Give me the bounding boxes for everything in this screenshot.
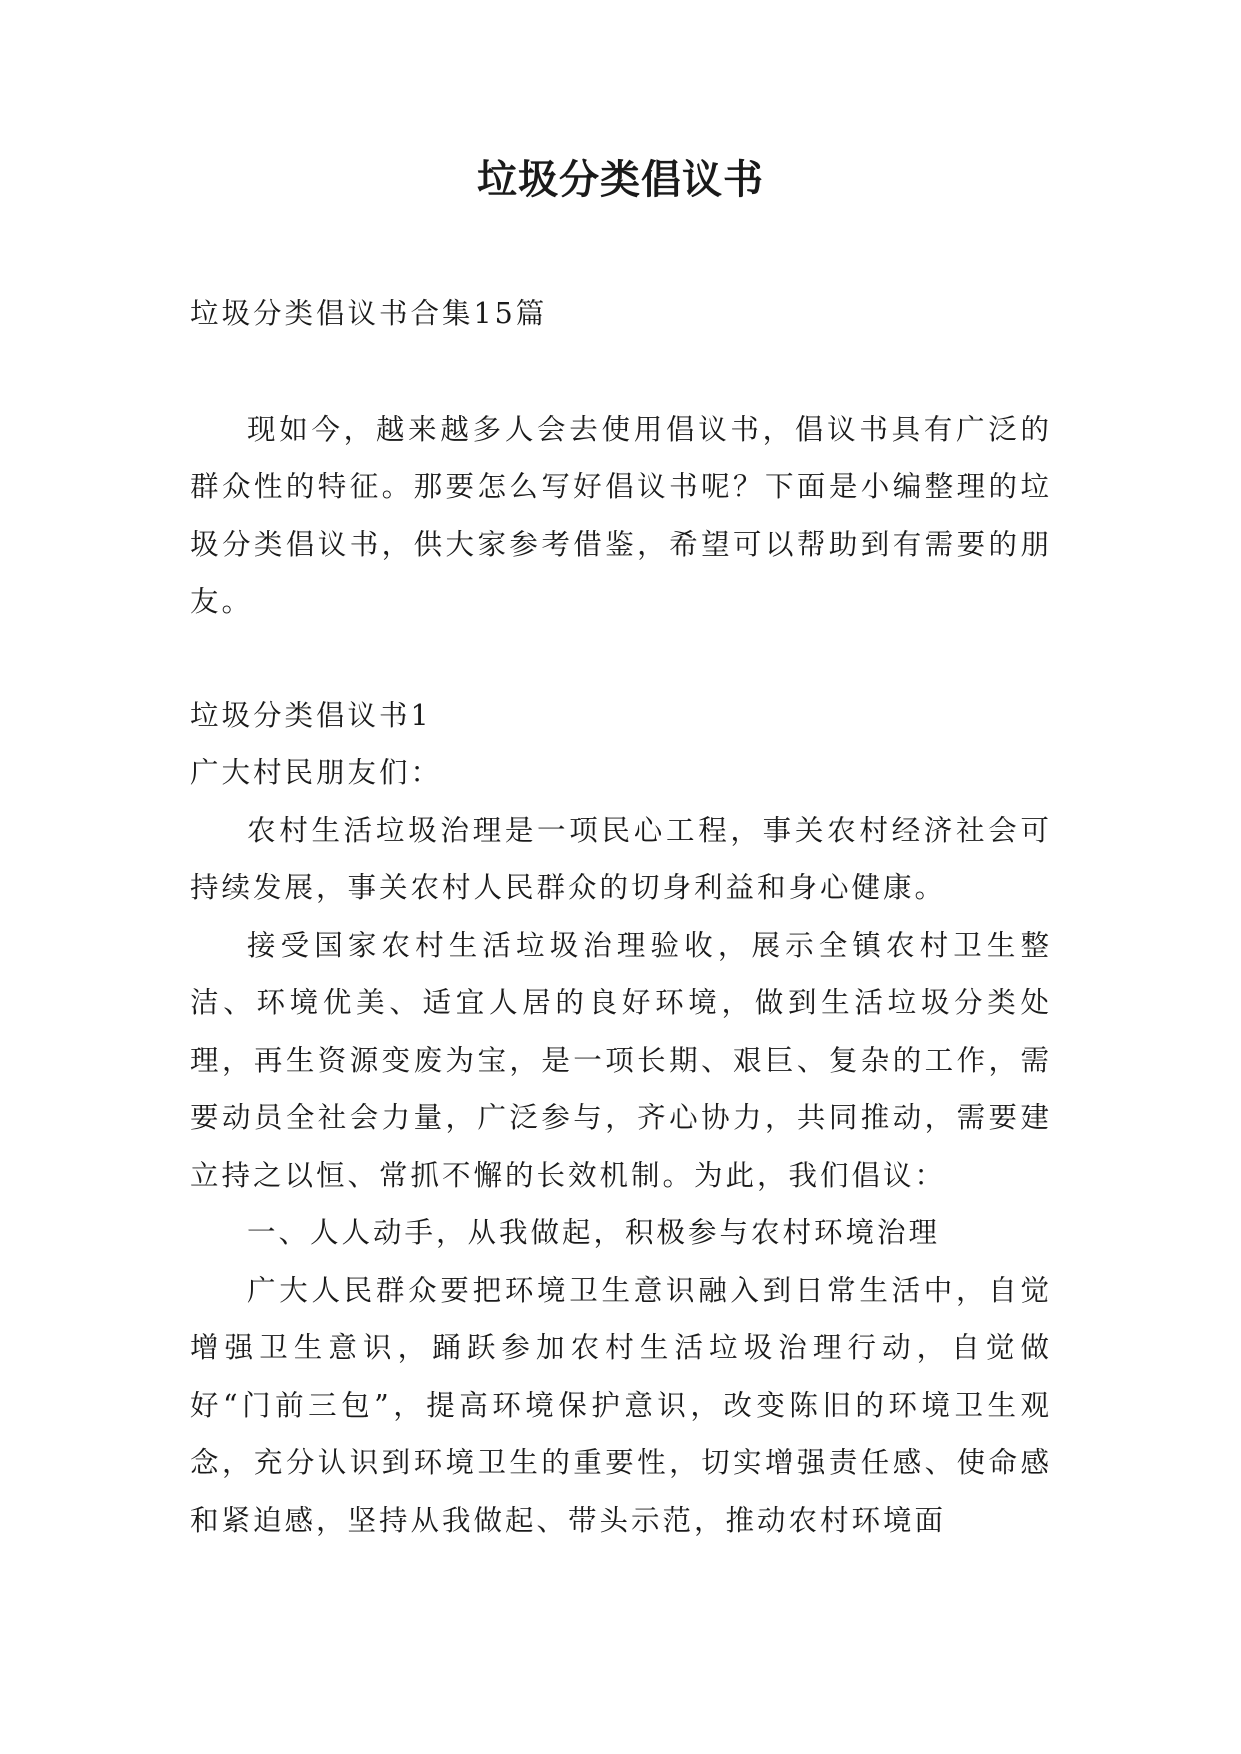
section-heading: 垃圾分类倡议书1 — [190, 698, 432, 732]
collection-subtitle: 垃圾分类倡议书合集15篇 — [190, 297, 548, 330]
salutation: 广大村民朋友们： — [190, 756, 443, 789]
document-title: 垃圾分类倡议书 — [477, 157, 764, 203]
document-body — [190, 285, 1052, 1549]
body-paragraph: 广大人民群众要把环境卫生意识融入到日常生活中，自觉增强卫生意识，踊跃参加农村生活垃圾治理行动，自觉做好“门前三包”，提高环境保护意识，改变陈旧的环境卫生观念，充分认识到环境卫生的重要性，切实增强责任感、使命感和紧迫感，坚持从我做起、带头示范，推动农村环境面 — [190, 1273, 1052, 1537]
proposal-heading: 一、人人动手，从我做起，积极参与农村环境治理 — [247, 1216, 941, 1249]
body-paragraph: 农村生活垃圾治理是一项民心工程，事关农村经济社会可持续发展，事关农村人民群众的切身利益和身心健康。 — [190, 813, 1052, 904]
body-paragraph: 接受国家农村生活垃圾治理验收，展示全镇农村卫生整洁、环境优美、适宜人居的良好环境，做到生活垃圾分类处理，再生资源变废为宝，是一项长期、艰巨、复杂的工作，需要动员全社会力量，广泛参与，齐心协力，共同推动，需要建立持之以恒、常抓不懈的长效机制。为此，我们倡议： — [190, 928, 1052, 1192]
intro-paragraph: 现如今，越来越多人会去使用倡议书，倡议书具有广泛的群众性的特征。那要怎么写好倡议书呢？下面是小编整理的垃圾分类倡议书，供大家参考借鉴，希望可以帮助到有需要的朋友。 — [190, 412, 1052, 618]
